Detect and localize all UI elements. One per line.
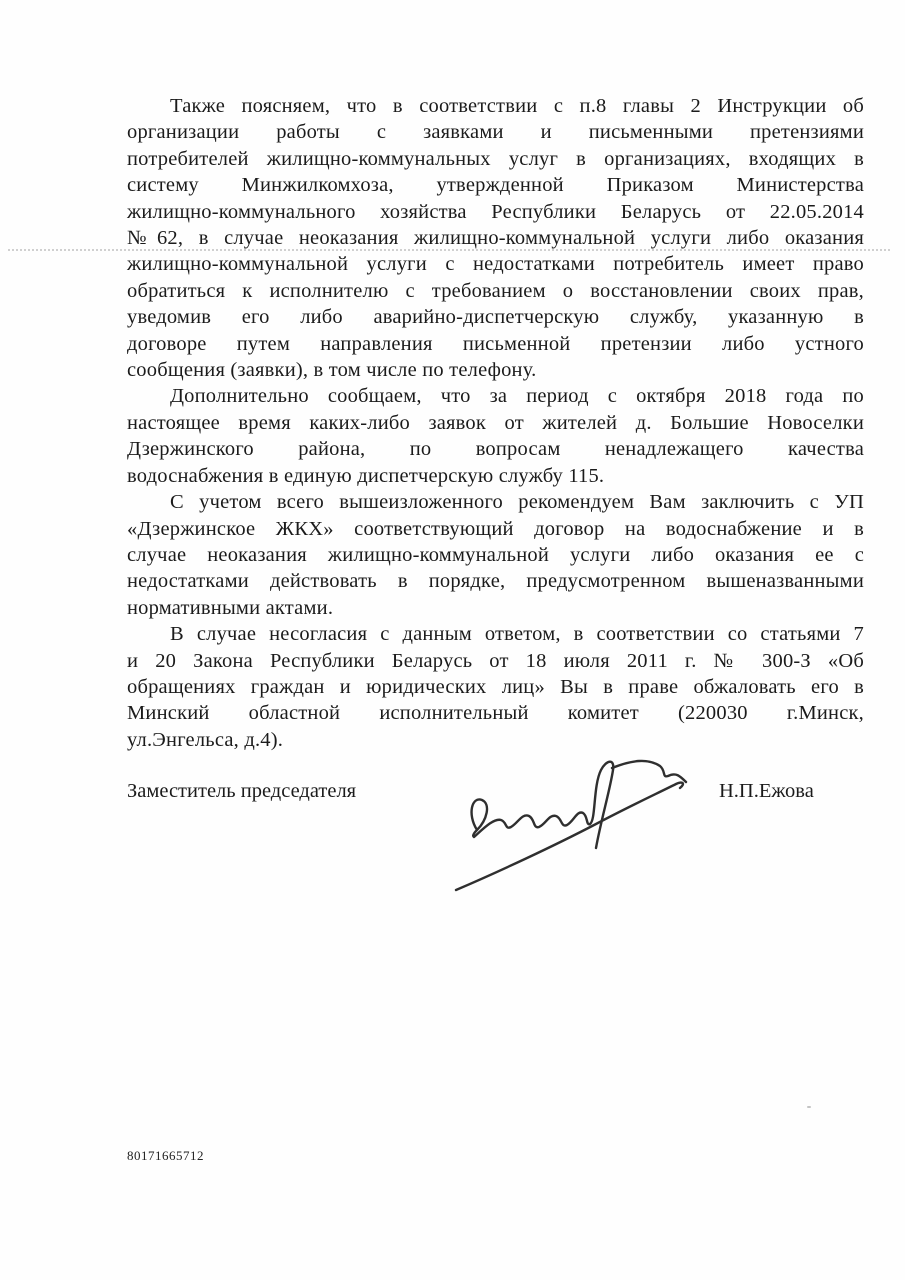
letter-line: организации работы с заявками и письменными претензиями <box>127 121 864 144</box>
letter-line: С учетом всего вышеизложенного рекомендуем Вам заключить с УП <box>170 491 864 514</box>
scan-speck <box>807 1106 811 1108</box>
letter-line: сообщения (заявки), в том числе по телефону. <box>127 359 537 382</box>
letter-line: систему Минжилкомхоза, утвержденной Приказом Министерства <box>127 174 864 197</box>
letter-line: жилищно-коммунальной услуги с недостатками потребитель имеет право <box>127 253 864 276</box>
letter-line: Дополнительно сообщаем, что за период с октября 2018 года по <box>170 385 864 408</box>
signoff-name: Н.П.Ежова <box>719 780 814 802</box>
letter-line: обращениях граждан и юридических лиц» Вы в праве обжаловать его в <box>127 675 864 698</box>
letter-line: водоснабжения в единую диспетчерскую службу 115. <box>127 464 605 487</box>
letter-line: и 20 Закона Республики Беларусь от 18 июля 2011 г. № 300-З «Об <box>127 649 864 672</box>
letter-line: «Дзержинское ЖКХ» соответствующий договор на водоснабжение и в <box>127 517 864 540</box>
paragraph-3 <box>127 489 864 621</box>
handwritten-signature-icon <box>450 750 695 895</box>
paragraph-2 <box>127 383 864 489</box>
letter-line: В случае несогласия с данным ответом, в соответствии со статьями 7 <box>170 623 864 646</box>
letter-line: жилищно-коммунального хозяйства Республики Беларусь от 22.05.2014 <box>127 200 864 223</box>
letter-body <box>127 93 864 753</box>
document-registration-number: 80171665712 <box>127 1148 204 1163</box>
letter-line: Также поясняем, что в соответствии с п.8 главы 2 Инструкции об <box>170 95 864 117</box>
letter-line: ул.Энгельса, д.4). <box>127 728 284 751</box>
signoff-title: Заместитель председателя <box>127 780 357 802</box>
letter-line: случае неоказания жилищно-коммунальной услуги либо оказания ее с <box>127 543 864 566</box>
letter-line: договоре путем направления письменной претензии либо устного <box>127 332 864 355</box>
letter-line: Минский областной исполнительный комитет (220030 г.Минск, <box>127 702 864 725</box>
paragraph-1 <box>127 93 864 383</box>
paragraph-4 <box>127 621 864 753</box>
letter-line: недостатками действовать в порядке, предусмотренном вышеназванными <box>127 570 864 593</box>
letter-line: потребителей жилищно-коммунальных услуг в организациях, входящих в <box>127 147 864 170</box>
letter-line: №62, в случае неоказания жилищно-коммунальной услуги либо оказания <box>127 227 864 250</box>
scan-fold-line <box>8 249 890 251</box>
letter-line: уведомив его либо аварийно-диспетчерскую службу, указанную в <box>127 306 864 329</box>
letter-line: нормативными актами. <box>127 596 334 619</box>
letter-line: настоящее время каких-либо заявок от жителей д. Большие Новоселки <box>127 411 864 434</box>
letter-line: обратиться к исполнителю с требованием о восстановлении своих прав, <box>127 279 864 302</box>
letter-line: Дзержинского района, по вопросам ненадлежащего качества <box>127 438 864 461</box>
